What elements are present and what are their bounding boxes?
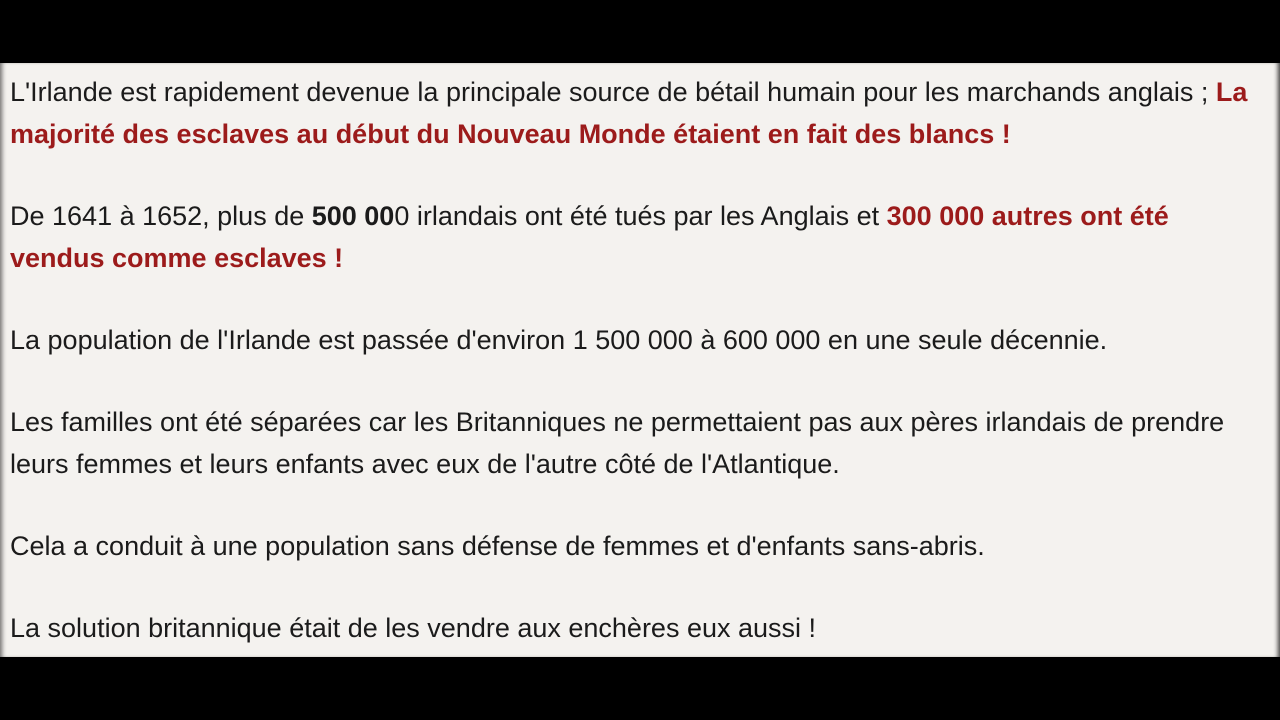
paragraph-sans-abris [10,525,1268,567]
text-bold-number: 500 00 [311,201,395,231]
paragraph-familles [10,401,1268,485]
text-red-emphasis: La majorité des esclaves au début du Nouveau Monde étaient en fait des blancs ! [10,77,1248,149]
paragraph-irlande-source [10,71,1268,155]
text-normal: La solution britannique était de les vendre aux enchères eux aussi ! [10,613,817,643]
paragraph-solution [10,607,1268,649]
paragraph-population [10,319,1268,361]
text-normal: Cela a conduit à une population sans défense de femmes et d'enfants sans-abris. [10,531,985,561]
text-normal: La population de l'Irlande est passée d'environ 1 500 000 à 600 000 en une seule décennie. [10,325,1108,355]
text-red-emphasis: 300 000 autres ont été vendus comme esclaves ! [10,201,1169,273]
letterbox-bottom [0,657,1280,720]
paragraph-1641-1652 [10,195,1268,279]
text-normal: 0 irlandais ont été tués par les Anglais et [394,201,887,231]
document-page [0,63,1280,657]
text-normal: De 1641 à 1652, plus de [10,201,312,231]
text-normal: Les familles ont été séparées car les Britanniques ne permettaient pas aux pères irlandais de prendre leurs femmes et leurs enfants avec eux de l'autre côté de l'Atlantique. [10,407,1225,479]
text-normal: L'Irlande est rapidement devenue la principale source de bétail humain pour les marchands anglais ; [10,77,1216,107]
letterbox-top [0,0,1280,63]
